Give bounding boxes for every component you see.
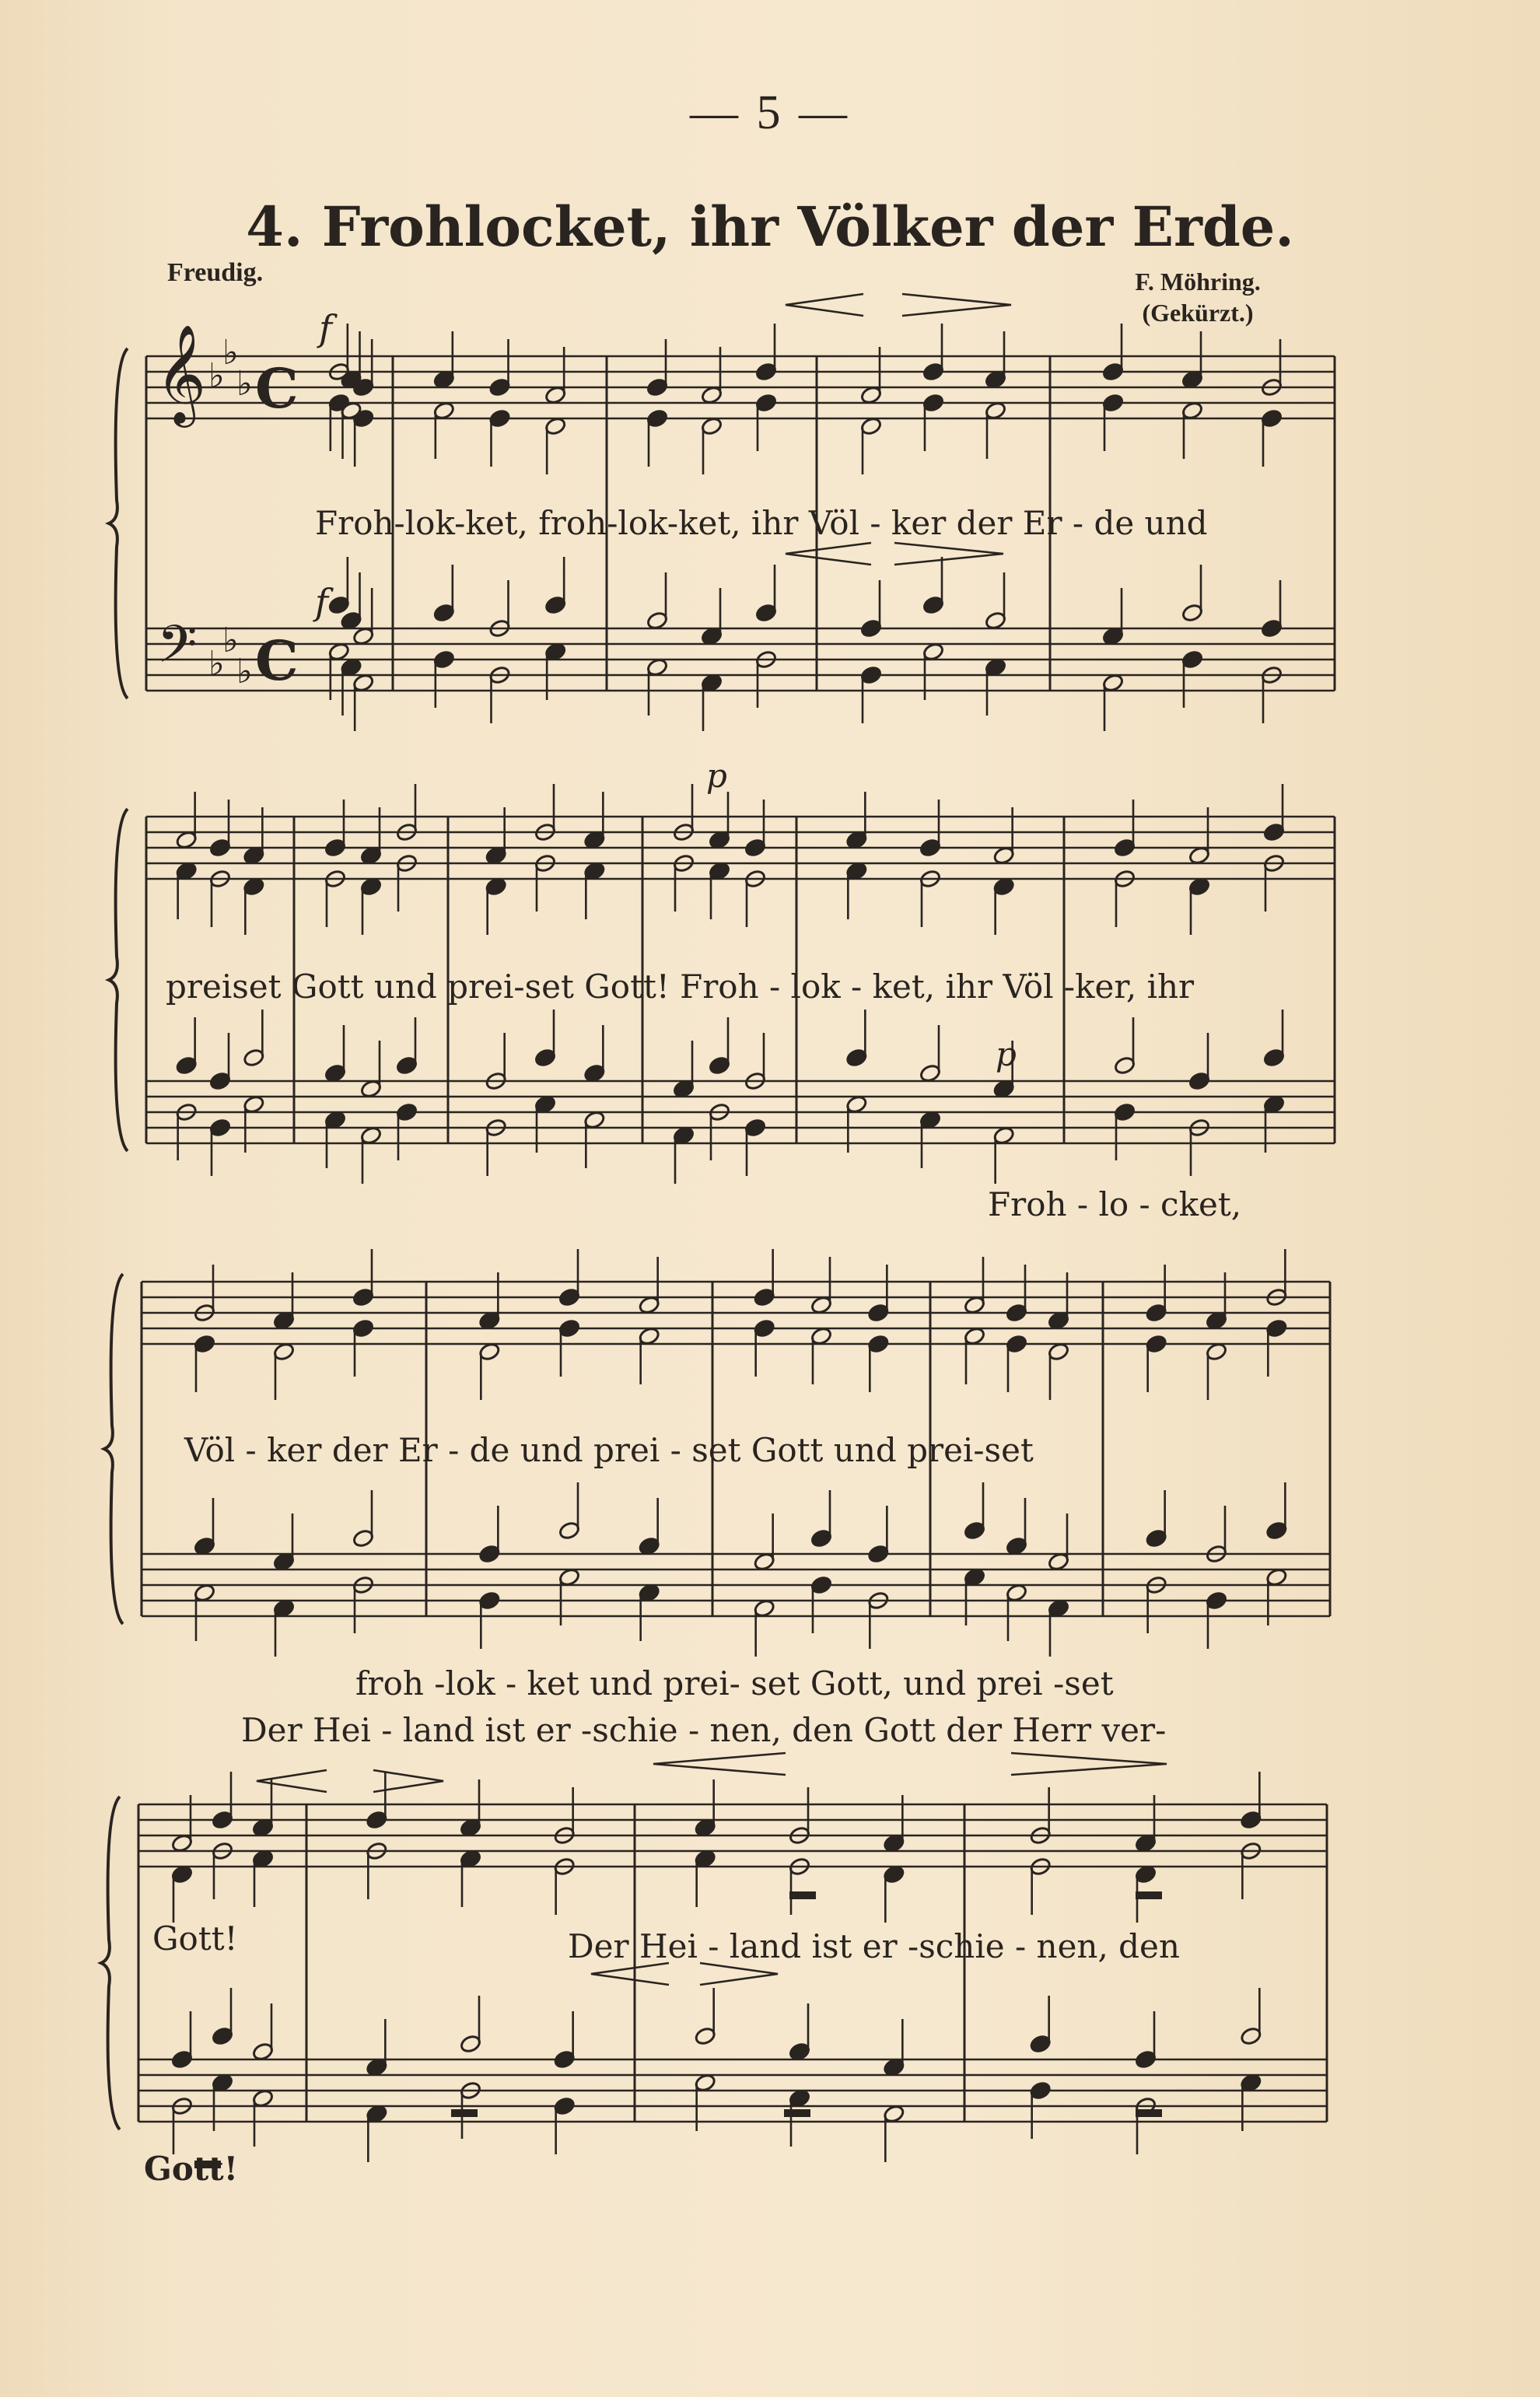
lyrics-system4-upper-b: Der Hei - land ist er -schie - nen, den <box>568 1927 1180 1965</box>
decrescendo-2 <box>894 543 1003 565</box>
lyrics-system4-upper-a: Gott! <box>152 1919 238 1958</box>
lyrics-system3-upper: Völ - ker der Er - de und prei - set Gott und prei-set <box>184 1431 1034 1469</box>
flat-sign: ♭ <box>222 621 239 660</box>
flat-sign: ♭ <box>222 333 239 373</box>
dynamic-forte-1: f <box>319 307 333 349</box>
system-brace <box>104 1274 123 1624</box>
system-brace <box>109 809 128 1151</box>
flat-sign: ♭ <box>208 356 225 396</box>
common-time: C <box>255 356 299 421</box>
crescendo-5 <box>591 1963 669 1985</box>
lyrics-system4-lower: Gott! <box>144 2150 239 2188</box>
crescendo-2 <box>786 543 871 565</box>
flat-sign: ♭ <box>236 364 253 404</box>
crescendo-4 <box>653 1753 786 1775</box>
half-rest <box>789 1891 816 1899</box>
composer-note: (Gekürzt.) <box>1142 299 1254 327</box>
decrescendo-3 <box>373 1770 443 1792</box>
decrescendo-1 <box>902 294 1011 316</box>
dynamic-piano-1: p <box>706 757 727 795</box>
lyrics-system2-lower: Froh - lo - cket, <box>988 1185 1242 1223</box>
decrescendo-5 <box>700 1963 778 1985</box>
composer-name: F. Möhring. <box>1135 268 1261 296</box>
flat-sign: ♭ <box>236 652 253 691</box>
crescendo-1 <box>786 294 863 316</box>
song-title: 4. Frohlocket, ihr Völker der Erde. <box>246 194 1294 259</box>
dynamic-piano-2: p <box>996 1035 1017 1073</box>
flat-sign: ♭ <box>208 644 225 684</box>
lyrics-system1-upper: Froh-lok-ket, froh-lok-ket, ihr Völ - ker der Er - de und <box>315 504 1208 542</box>
lyrics-system2-upper: preiset Gott und prei-set Gott! Froh - lok - ket, ihr Völ -ker, ihr <box>166 968 1195 1006</box>
decrescendo-4 <box>1011 1753 1167 1775</box>
crescendo-3 <box>257 1770 327 1792</box>
whole-rest <box>451 2109 478 2117</box>
lyrics-system3-lower: froh -lok - ket und prei- set Gott, und prei -set <box>355 1664 1114 1702</box>
lyrics-system4-above: Der Hei - land ist er -schie - nen, den Gott der Herr ver- <box>241 1711 1167 1749</box>
whole-rest <box>784 2109 810 2117</box>
half-rest <box>1136 1891 1162 1899</box>
treble-clef: 𝄞 <box>156 324 207 423</box>
common-time: C <box>255 628 299 693</box>
bass-clef: 𝄢 <box>157 614 198 687</box>
page-number: — 5 — <box>690 86 850 139</box>
dynamic-forte-2: f <box>315 581 329 623</box>
system-brace <box>101 1797 120 2129</box>
system-brace <box>109 348 128 698</box>
tempo-marking: Freudig. <box>167 258 264 287</box>
whole-rest <box>1136 2109 1162 2117</box>
